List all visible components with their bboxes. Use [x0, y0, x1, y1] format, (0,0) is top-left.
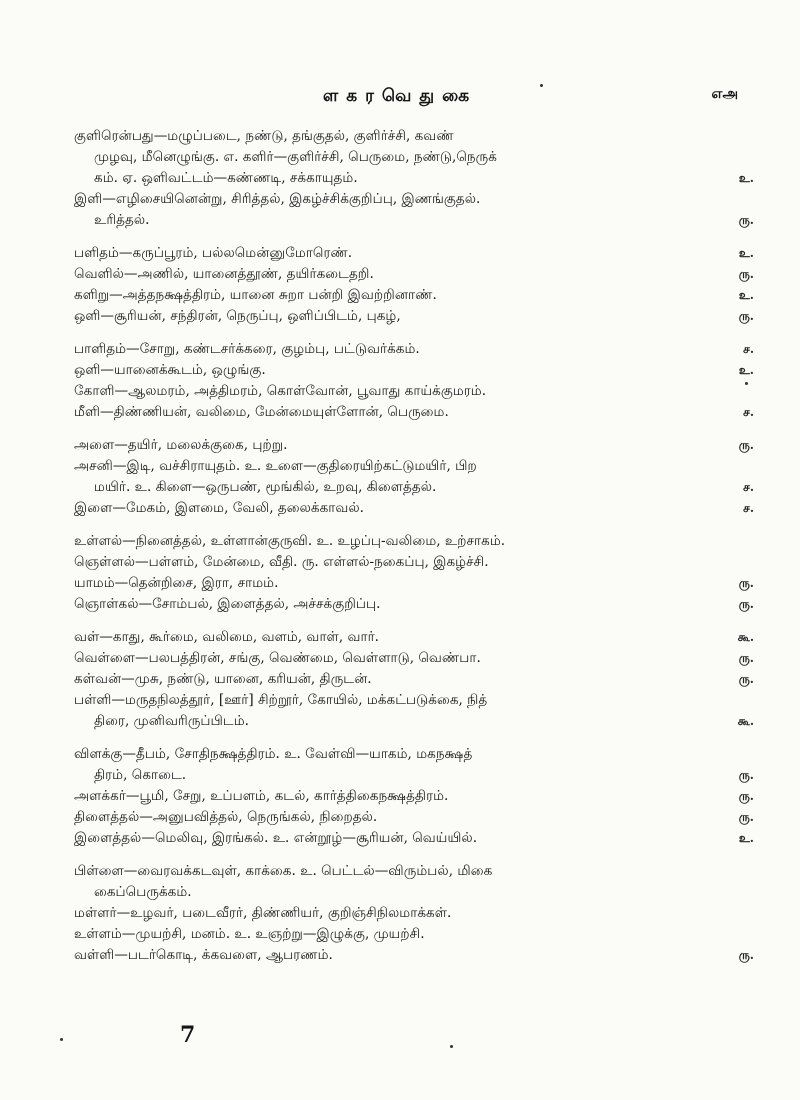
entry-number: ரு. — [738, 768, 754, 782]
entry-line: அளக்கர்—பூமி, சேறு, உப்பளம், கடல், கார்த்திகைநக்ஷத்திரம். — [74, 788, 449, 804]
dictionary-entry — [74, 498, 754, 519]
entry-number: ச. — [743, 405, 754, 419]
dictionary-entry — [74, 306, 754, 327]
entry-number: உ. — [738, 288, 754, 302]
entry-line: பளிதம்—கருப்பூரம், பல்லமென்னுமோரெண். — [74, 245, 353, 261]
entry-line: வெளில்—அணில், யானைத்தூண், தயிர்கடைதறி. — [74, 266, 374, 282]
entry-number: உ. — [738, 171, 754, 185]
entry-number: ரு. — [738, 948, 754, 962]
dictionary-entry — [74, 456, 754, 498]
entry-number: ச. — [743, 501, 754, 515]
scan-speck — [540, 84, 543, 87]
entry-line: மீளி—திண்ணியன், வலிமை, மேன்மையுள்ளோன், பெருமை. — [74, 404, 449, 420]
entry-line: வெள்ளை—பலபத்திரன், சங்கு, வெண்மை, வெள்ளாடு, வெண்பா. — [74, 650, 481, 666]
page-title: ளகரவெதுகை — [322, 86, 478, 106]
entry-line: பள்ளி—மருதநிலத்தூர், [ஊர்] சிற்றூர், கோயில், மக்கட்படுக்கை, நித் — [74, 692, 488, 708]
entry-number: ரு. — [738, 576, 754, 590]
entry-line: ஒளி—சூரியன், சந்திரன், நெருப்பு, ஒளிப்பிடம், புகழ், — [74, 308, 401, 324]
scan-speck — [60, 1038, 63, 1041]
entry-line: விளக்கு—தீபம், சோதிநக்ஷத்திரம். உ. வேள்வி—யாகம், மகநக்ஷத் — [74, 746, 473, 762]
entry-group — [74, 243, 754, 327]
dictionary-entry — [74, 924, 724, 945]
dictionary-entry — [74, 573, 754, 594]
entry-line: கோளி—ஆலமரம், அத்திமரம், கொள்வோன், பூவாது காய்க்குமரம். — [74, 383, 487, 399]
page-number: 7 — [180, 1022, 196, 1048]
entry-number: கூ. — [737, 630, 754, 644]
entry-line: மள்ளர்—உழவர், படைவீரர், திண்ணியர், குறிஞ்சிநிலமாக்கள். — [74, 905, 452, 921]
entry-line: யாமம்—தென்றிசை, இரா, சாமம். — [74, 575, 279, 591]
entry-number: ச. — [743, 342, 754, 356]
dictionary-entry — [74, 807, 754, 828]
group-gap — [74, 519, 724, 531]
entry-continuation-line: கைப்பெருக்கம். — [94, 884, 192, 900]
dictionary-entry — [74, 828, 754, 849]
dictionary-entry — [74, 285, 754, 306]
entry-line: ஞொள்கல்—சோம்பல், இளைத்தல், அச்சக்குறிப்பு. — [74, 596, 381, 612]
dictionary-entry — [74, 435, 754, 456]
dictionary-entry — [74, 903, 724, 924]
dictionary-body — [74, 126, 754, 966]
entry-continuation-line: திரம், கொடை. — [94, 767, 187, 783]
entry-group — [74, 744, 754, 849]
entry-group — [74, 531, 754, 615]
group-gap — [74, 231, 724, 243]
entry-line: உள்ளம்—முயற்சி, மனம். உ. உஞற்று—இழுக்கு, முயற்சி. — [74, 926, 425, 942]
entry-number: ரு. — [738, 651, 754, 665]
entry-group — [74, 126, 754, 231]
entry-number: உ. — [738, 363, 754, 377]
scan-speck — [450, 1045, 453, 1048]
entry-line: இளி—எழிசையினென்று, சிரித்தல், இகழ்ச்சிக்குறிப்பு, இணங்குதல். — [74, 191, 481, 207]
dictionary-entry — [74, 189, 754, 231]
entry-line: திளைத்தல்—அனுபவித்தல், நெருங்கல், நிறைதல். — [74, 809, 378, 825]
entry-number: ரு. — [738, 213, 754, 227]
entry-line: உள்ளல்—நினைத்தல், உள்ளான்குருவி. உ. உழப்பு-வலிமை, உற்சாகம். — [74, 533, 506, 549]
entry-continuation-line: முழவு, மீனெழுங்கு. எ. களிர்—குளிர்ச்சி, பெருமை, நண்டு,நெருக் — [94, 149, 497, 165]
dictionary-entry — [74, 861, 724, 903]
entry-line: அசனி—இடி, வச்சிராயுதம். உ. உளை—குதிரையிற்கட்டுமயிர், பிற — [74, 458, 477, 474]
entry-group — [74, 627, 754, 732]
entry-group — [74, 339, 754, 423]
entry-line: குளிரென்பது—மழுப்படை, நண்டு, தங்குதல், குளிர்ச்சி, கவண் — [74, 128, 454, 144]
entry-line: இளைத்தல்—மெலிவு, இரங்கல். உ. என்றூழ்—சூரியன், வெய்யில். — [74, 830, 478, 846]
dictionary-entry — [74, 381, 724, 402]
entry-line: கள்வன்—முசு, நண்டு, யானை, கரியன், திருடன். — [74, 671, 372, 687]
group-gap — [74, 849, 724, 861]
dictionary-entry — [74, 669, 754, 690]
entry-line: ஞெள்ளல்—பள்ளம், மேன்மை, வீதி. ரு. எள்ளல்-நகைப்பு, இகழ்ச்சி. — [74, 554, 489, 570]
dictionary-entry — [74, 339, 754, 360]
entry-group — [74, 435, 754, 519]
entry-line: வள்—காது, கூர்மை, வலிமை, வளம், வாள், வார். — [74, 629, 379, 645]
dictionary-entry — [74, 402, 754, 423]
entry-number: ரு. — [738, 672, 754, 686]
dictionary-entry — [74, 594, 754, 615]
dictionary-entry — [74, 126, 754, 189]
entry-number: ரு. — [738, 438, 754, 452]
entry-number: ரு. — [738, 597, 754, 611]
entry-line: பிள்ளை—வைரவக்கடவுள், காக்கை. உ. பெட்டல்—விரும்பல், மிகை — [74, 863, 493, 879]
dictionary-entry — [74, 360, 754, 381]
dictionary-entry — [74, 552, 724, 573]
group-gap — [74, 732, 724, 744]
entry-line: வள்ளி—படர்கொடி, க்கவளை, ஆபரணம். — [74, 947, 333, 963]
group-gap — [74, 423, 724, 435]
entry-line: அளை—தயிர், மலைக்குகை, புற்று. — [74, 437, 288, 453]
header-right-label: எஅ — [711, 86, 738, 102]
entry-line: பாளிதம்—சோறு, கண்டசர்க்கரை, குழம்பு, பட்டுவர்க்கம். — [74, 341, 420, 357]
entry-number: ச. — [743, 480, 754, 494]
entry-group — [74, 861, 754, 966]
dictionary-entry — [74, 627, 754, 648]
entry-continuation-line: திரை, முனிவரிருப்பிடம். — [94, 713, 250, 729]
dictionary-entry — [74, 786, 754, 807]
entry-line: களிறு—அத்தநக்ஷத்திரம், யானை சுறா பன்றி இவற்றினாண். — [74, 287, 437, 303]
entry-line: இளை—மேகம், இளமை, வேலி, தலைக்காவல். — [74, 500, 365, 516]
entry-number: உ. — [738, 831, 754, 845]
entry-number: ரு. — [738, 267, 754, 281]
dictionary-entry — [74, 690, 754, 732]
dictionary-entry — [74, 945, 754, 966]
dictionary-entry — [74, 264, 754, 285]
entry-number: உ. — [738, 246, 754, 260]
scan-speck — [745, 382, 748, 385]
entry-number: ரு. — [738, 810, 754, 824]
entry-continuation-line: கம். ஏ. ஒளிவட்டம்—கண்ணடி, சக்காயுதம். — [94, 170, 358, 186]
group-gap — [74, 327, 724, 339]
dictionary-entry — [74, 744, 754, 786]
group-gap — [74, 615, 724, 627]
page-header — [0, 82, 800, 112]
entry-number: ரு. — [738, 309, 754, 323]
dictionary-entry — [74, 531, 724, 552]
entry-number: ரு. — [738, 789, 754, 803]
entry-continuation-line: உரித்தல். — [94, 212, 150, 228]
entry-continuation-line: மயிர். உ. கிளை—ஒருபண், மூங்கில், உறவு, கிளைத்தல். — [94, 479, 437, 495]
entry-line: ஒளி—யானைக்கூடம், ஒழுங்கு. — [74, 362, 266, 378]
dictionary-entry — [74, 243, 754, 264]
entry-number: கூ. — [737, 714, 754, 728]
dictionary-entry — [74, 648, 754, 669]
